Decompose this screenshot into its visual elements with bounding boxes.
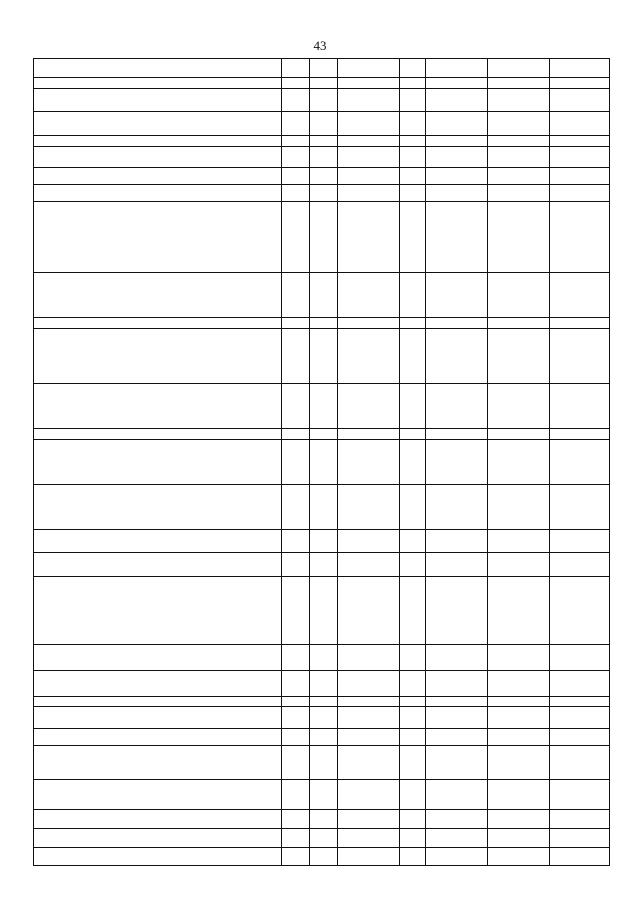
table-cell (338, 59, 400, 78)
table-row (34, 576, 610, 644)
table-cell (282, 272, 310, 317)
table-cell (550, 78, 610, 89)
table-cell (488, 829, 550, 848)
table-row (34, 202, 610, 273)
table-cell (282, 553, 310, 577)
table-cell (34, 529, 282, 553)
table-cell (550, 848, 610, 866)
table-cell (550, 707, 610, 728)
table-cell (310, 168, 338, 185)
table-cell (34, 78, 282, 89)
table-cell (488, 696, 550, 707)
table-cell (550, 529, 610, 553)
table-cell (282, 146, 310, 167)
table-row (34, 670, 610, 696)
table-cell (550, 136, 610, 147)
table-cell (488, 78, 550, 89)
table-cell (338, 484, 400, 529)
table-cell (488, 112, 550, 136)
table-row (34, 384, 610, 429)
table-cell (426, 136, 488, 147)
table-cell (550, 780, 610, 810)
table-cell (34, 809, 282, 828)
table-cell (400, 384, 426, 429)
table-row (34, 317, 610, 328)
table-cell (282, 780, 310, 810)
table-cell (282, 202, 310, 273)
table-cell (488, 745, 550, 779)
table-cell (400, 645, 426, 671)
table-cell (426, 272, 488, 317)
table-cell (338, 429, 400, 440)
table-row (34, 439, 610, 484)
table-cell (550, 645, 610, 671)
table-cell (550, 745, 610, 779)
table-cell (400, 88, 426, 112)
table-cell (426, 202, 488, 273)
table-cell (488, 707, 550, 728)
table-row (34, 78, 610, 89)
page-number: 43 (313, 38, 327, 53)
table-cell (400, 59, 426, 78)
table-cell (310, 707, 338, 728)
table-cell (34, 328, 282, 384)
table-row (34, 707, 610, 728)
table-row (34, 484, 610, 529)
table-cell (550, 576, 610, 644)
table-cell (338, 185, 400, 202)
table-row (34, 745, 610, 779)
table-cell (426, 696, 488, 707)
table-cell (550, 696, 610, 707)
table-cell (400, 780, 426, 810)
table-cell (426, 185, 488, 202)
table-cell (426, 112, 488, 136)
table-cell (310, 88, 338, 112)
table-cell (426, 728, 488, 745)
table-cell (310, 670, 338, 696)
table-cell (400, 317, 426, 328)
table-cell (550, 88, 610, 112)
table-cell (310, 272, 338, 317)
table-cell (400, 439, 426, 484)
table-cell (34, 848, 282, 866)
table-cell (426, 829, 488, 848)
table-cell (400, 272, 426, 317)
table-cell (338, 78, 400, 89)
table-cell (34, 484, 282, 529)
table-cell (338, 707, 400, 728)
table-cell (488, 645, 550, 671)
table-cell (400, 576, 426, 644)
table-cell (338, 576, 400, 644)
table-cell (550, 112, 610, 136)
table-cell (400, 745, 426, 779)
table-cell (426, 88, 488, 112)
table-cell (338, 439, 400, 484)
table-row (34, 185, 610, 202)
table-cell (550, 670, 610, 696)
table-cell (426, 59, 488, 78)
table-cell (34, 439, 282, 484)
table-cell (34, 384, 282, 429)
table-cell (488, 670, 550, 696)
table-cell (282, 576, 310, 644)
table-cell (310, 146, 338, 167)
table-cell (400, 809, 426, 828)
table-cell (282, 384, 310, 429)
table-cell (550, 429, 610, 440)
table-cell (338, 529, 400, 553)
table-row (34, 829, 610, 848)
table-cell (400, 202, 426, 273)
table-cell (426, 780, 488, 810)
table-cell (34, 146, 282, 167)
table-cell (550, 829, 610, 848)
table-cell (282, 829, 310, 848)
table-cell (338, 848, 400, 866)
table-cell (426, 484, 488, 529)
table-cell (550, 728, 610, 745)
table-cell (338, 384, 400, 429)
table-cell (338, 829, 400, 848)
table-cell (488, 272, 550, 317)
table-cell (310, 728, 338, 745)
table-cell (426, 670, 488, 696)
table-cell (550, 272, 610, 317)
budget-table (33, 58, 610, 866)
table-cell (338, 168, 400, 185)
table-cell (34, 429, 282, 440)
table-cell (310, 829, 338, 848)
table-cell (310, 645, 338, 671)
table-cell (282, 78, 310, 89)
table-cell (338, 696, 400, 707)
table-row (34, 272, 610, 317)
table-cell (426, 848, 488, 866)
table-cell (310, 136, 338, 147)
table-cell (282, 59, 310, 78)
table-cell (282, 328, 310, 384)
table-cell (488, 328, 550, 384)
table-cell (550, 59, 610, 78)
table-cell (310, 112, 338, 136)
table-cell (426, 146, 488, 167)
table-cell (550, 185, 610, 202)
table-cell (426, 645, 488, 671)
table-cell (488, 59, 550, 78)
table-cell (488, 185, 550, 202)
table-cell (488, 88, 550, 112)
table-cell (338, 202, 400, 273)
table-cell (310, 202, 338, 273)
table-row (34, 146, 610, 167)
table-cell (338, 809, 400, 828)
table-cell (426, 576, 488, 644)
table-cell (400, 136, 426, 147)
table-cell (282, 809, 310, 828)
table-cell (426, 707, 488, 728)
table-cell (400, 78, 426, 89)
table-cell (550, 384, 610, 429)
table-cell (488, 384, 550, 429)
table-cell (426, 168, 488, 185)
table-cell (34, 576, 282, 644)
table-row (34, 780, 610, 810)
table-cell (282, 745, 310, 779)
table-cell (282, 728, 310, 745)
table-cell (282, 484, 310, 529)
table-row (34, 88, 610, 112)
table-row (34, 136, 610, 147)
table-cell (338, 553, 400, 577)
table-cell (550, 439, 610, 484)
table-cell (488, 317, 550, 328)
table-cell (310, 59, 338, 78)
table-cell (34, 707, 282, 728)
table-cell (400, 146, 426, 167)
table-cell (282, 670, 310, 696)
table-cell (338, 88, 400, 112)
table-cell (34, 645, 282, 671)
table-cell (400, 696, 426, 707)
table-cell (310, 576, 338, 644)
table-cell (550, 146, 610, 167)
table-cell (488, 529, 550, 553)
table-cell (550, 202, 610, 273)
table-cell (34, 780, 282, 810)
table-cell (310, 745, 338, 779)
table-cell (426, 78, 488, 89)
table-cell (338, 317, 400, 328)
table-cell (338, 136, 400, 147)
table-cell (310, 696, 338, 707)
table-cell (400, 670, 426, 696)
table-cell (488, 809, 550, 828)
table-cell (282, 696, 310, 707)
table-cell (400, 848, 426, 866)
table-cell (550, 168, 610, 185)
table-cell (400, 728, 426, 745)
table-cell (310, 317, 338, 328)
table-row (34, 59, 610, 78)
table-cell (550, 809, 610, 828)
table-cell (310, 780, 338, 810)
table-cell (34, 670, 282, 696)
table-cell (34, 829, 282, 848)
table-cell (400, 484, 426, 529)
table-cell (34, 202, 282, 273)
table-cell (282, 88, 310, 112)
table-cell (426, 439, 488, 484)
table-cell (338, 146, 400, 167)
table-cell (338, 728, 400, 745)
table-cell (310, 185, 338, 202)
table-cell (34, 272, 282, 317)
table-cell (34, 728, 282, 745)
table-cell (400, 707, 426, 728)
table-cell (400, 529, 426, 553)
table-cell (550, 328, 610, 384)
table-cell (426, 745, 488, 779)
table-row (34, 168, 610, 185)
table-cell (488, 848, 550, 866)
table-cell (426, 529, 488, 553)
table-cell (400, 328, 426, 384)
table-row (34, 696, 610, 707)
table-cell (282, 429, 310, 440)
table-cell (310, 384, 338, 429)
table-cell (338, 780, 400, 810)
table-cell (488, 780, 550, 810)
table-row (34, 553, 610, 577)
table-cell (488, 202, 550, 273)
table-cell (400, 829, 426, 848)
table-cell (34, 185, 282, 202)
table-cell (338, 745, 400, 779)
table-cell (426, 384, 488, 429)
table-cell (550, 553, 610, 577)
table-cell (488, 484, 550, 529)
table-row (34, 645, 610, 671)
table-cell (34, 696, 282, 707)
table-cell (34, 112, 282, 136)
table-cell (400, 168, 426, 185)
table-cell (282, 317, 310, 328)
table-cell (426, 809, 488, 828)
table-cell (34, 136, 282, 147)
table-cell (488, 553, 550, 577)
table-cell (488, 439, 550, 484)
table-cell (488, 576, 550, 644)
table-cell (282, 848, 310, 866)
table-cell (338, 645, 400, 671)
table-cell (488, 429, 550, 440)
table-cell (282, 185, 310, 202)
table-cell (488, 168, 550, 185)
table-cell (338, 272, 400, 317)
table-cell (400, 112, 426, 136)
table-cell (426, 317, 488, 328)
table-cell (282, 707, 310, 728)
table-cell (550, 317, 610, 328)
table-cell (338, 670, 400, 696)
table-cell (426, 553, 488, 577)
table-cell (34, 59, 282, 78)
table-cell (426, 328, 488, 384)
table-cell (488, 136, 550, 147)
table-cell (400, 429, 426, 440)
table-row (34, 529, 610, 553)
table-cell (34, 745, 282, 779)
table-cell (310, 529, 338, 553)
table-cell (310, 484, 338, 529)
table-row (34, 809, 610, 828)
table-cell (282, 645, 310, 671)
table-cell (34, 88, 282, 112)
table-cell (550, 484, 610, 529)
table-row (34, 429, 610, 440)
table-cell (426, 429, 488, 440)
table-cell (282, 529, 310, 553)
table-cell (282, 168, 310, 185)
table-cell (310, 809, 338, 828)
table-cell (310, 429, 338, 440)
table-row (34, 112, 610, 136)
table-cell (400, 553, 426, 577)
table-cell (488, 146, 550, 167)
table-cell (34, 317, 282, 328)
table-cell (310, 439, 338, 484)
table-cell (338, 328, 400, 384)
table-cell (310, 848, 338, 866)
table-cell (282, 112, 310, 136)
table-cell (310, 553, 338, 577)
table-body (34, 59, 610, 866)
table-cell (338, 112, 400, 136)
table-cell (488, 728, 550, 745)
table-cell (282, 136, 310, 147)
table-row (34, 728, 610, 745)
table-cell (310, 78, 338, 89)
table-cell (34, 553, 282, 577)
table-row (34, 848, 610, 866)
table-cell (34, 168, 282, 185)
table-cell (310, 328, 338, 384)
table-cell (282, 439, 310, 484)
table-cell (400, 185, 426, 202)
table-row (34, 328, 610, 384)
